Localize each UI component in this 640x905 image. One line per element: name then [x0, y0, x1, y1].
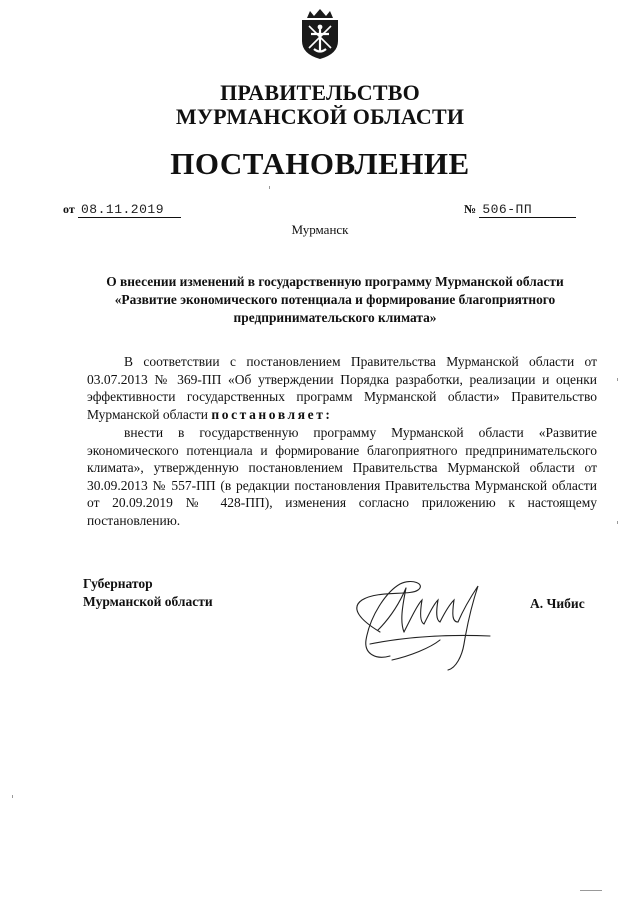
scan-speck	[12, 795, 13, 798]
scan-speck	[617, 521, 618, 524]
preamble-text: В соответствии с постановлением Правительства Мурманской области от 03.07.2013 № 369-ПП «Об утверждении Порядка разработки, реализации и оценки эффективности государственных программ Мурманской области» Правительство Мурманской области	[87, 354, 597, 422]
org-name-line1: ПРАВИТЕЛЬСТВО	[220, 80, 420, 105]
preamble-paragraph	[87, 353, 597, 423]
title-line-1: О внесении изменений в государственную программу Мурманской области	[106, 274, 564, 289]
resolution-paragraph	[87, 424, 597, 530]
signatory-title-line1: Губернатор	[83, 576, 153, 591]
document-type-heading: ПОСТАНОВЛЕНИЕ	[170, 146, 470, 181]
title-line-3: предпринимательского климата»	[233, 310, 437, 325]
signatory-name: А. Чибис	[530, 596, 585, 611]
date-prefix: от	[63, 202, 75, 216]
number-prefix: №	[464, 202, 477, 216]
title-line-2: «Развитие экономического потенциала и формирование благоприятного	[114, 292, 556, 307]
signatory-title	[83, 575, 213, 611]
resolution-text: внести в государственную программу Мурманской области «Развитие экономического потенциала и формирование благоприятного предпринимательского климата», утвержденную постановлением Правительства Мурманской области от 30.09.2013 № 557-ПП (в редакции постановления Правительства Мурманской области от 20.09.2019 № 428-ПП), изменения согласно приложению к настоящему постановлению.	[87, 425, 597, 528]
document-date: 08.11.2019	[78, 202, 181, 218]
city-name: Мурманск	[291, 222, 349, 237]
document-number: 506-ПП	[479, 202, 576, 218]
org-name-line2: МУРМАНСКОЙ ОБЛАСТИ	[175, 104, 465, 129]
scan-line	[580, 890, 602, 891]
signatory-title-line2: Мурманской области	[83, 594, 213, 609]
resolves-keyword: постановляет:	[211, 406, 333, 422]
handwritten-signature	[340, 560, 510, 672]
murmansk-coat-of-arms-icon	[299, 8, 341, 60]
date-line	[63, 201, 181, 218]
scan-speck	[269, 186, 270, 189]
document-title	[80, 273, 590, 327]
scan-speck	[617, 378, 618, 381]
number-line	[464, 201, 576, 218]
